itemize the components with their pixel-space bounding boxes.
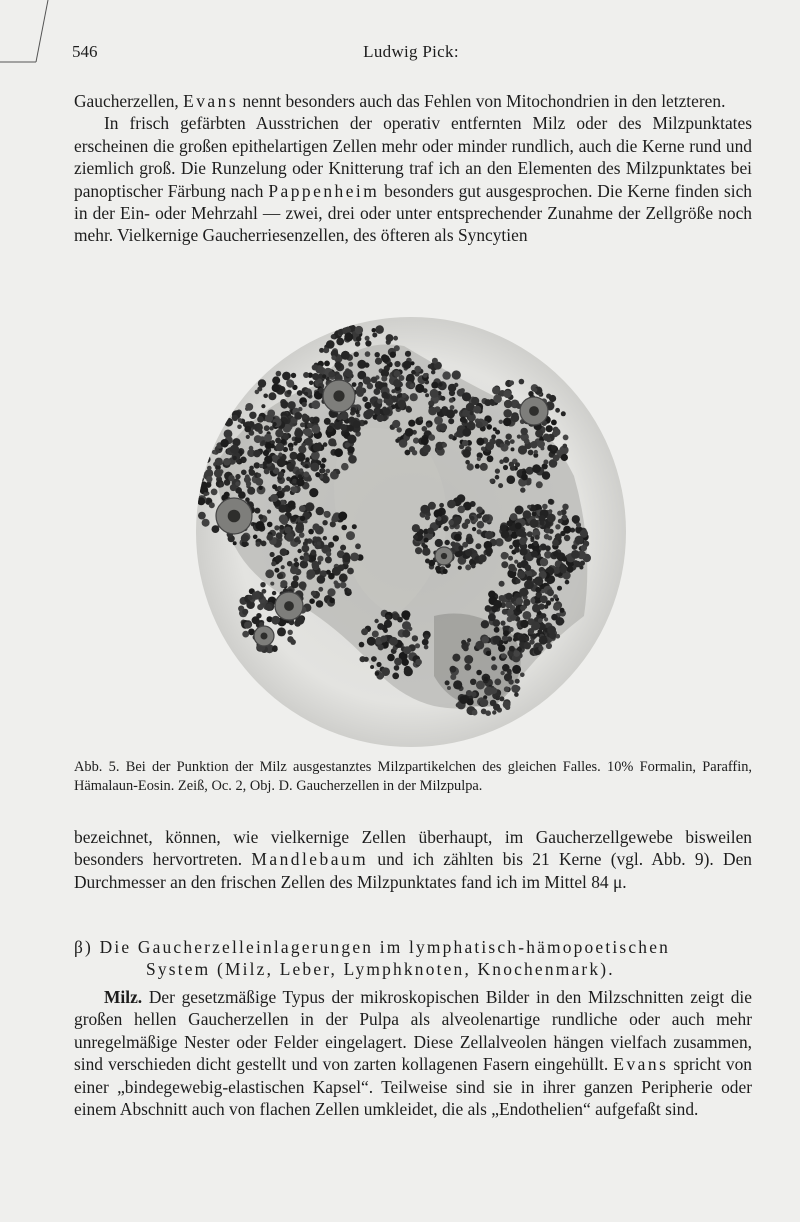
running-head: Ludwig Pick: (363, 42, 459, 61)
paragraph: bezeichnet, können, wie vielkernige Zellen überhaupt, im Gaucherzellgewebe bisweilen besonders hervortreten. Mandlebaum und ich zählten bis 21 Kerne (vgl. Abb. 9). Den Durchmesser an den frischen Zellen des Milzpunktates fand ich im Mittel 84 μ. (74, 827, 752, 892)
author-name: Mandlebaum (251, 849, 369, 870)
page-number: 546 (72, 42, 98, 61)
section-heading-line1: β) Die Gaucherzelleinlagerungen im lymphatisch-hämopoetischen (74, 937, 671, 957)
bottom-text-block (74, 986, 752, 1120)
top-text-block (74, 90, 752, 247)
author-name: Evans (183, 91, 239, 111)
paragraph: Gaucherzellen, Evans nennt besonders auch das Fehlen von Mitochondrien in den letzteren. (74, 91, 726, 111)
micrograph-figure (194, 316, 628, 748)
page-header (72, 42, 750, 66)
author-name: Evans (613, 1054, 669, 1075)
subsection-lead: Milz. (104, 987, 143, 1007)
figure-caption: Abb. 5. Bei der Punktion der Milz ausgestanztes Milzpartikelchen des gleichen Falles. 10% Formalin, Paraffin, Hämalaun-Eosin. Zeiß, Oc. 2, Obj. D. Gaucherzellen in der Milzpulpa. (74, 759, 752, 794)
paragraph: In frisch gefärbten Ausstrichen der operativ entfernten Milz oder des Milzpunktates erscheinen die großen epithelartigen Zellen mehr oder minder rundlich, auch die Kerne rund und ziemlich groß. Die Runzelung oder Knitterung traf ich an den Elementen des Milzpunktates bei panoptischer Färbung nach Pappenheim besonders gut ausgesprochen. Die Kerne finden sich in der Ein- oder Mehrzahl — zwei, drei oder unter entsprechender Zunahme der Zellgröße noch mehr. Vielkernige Gaucherriesenzellen, des öfteren als Syncytien (74, 113, 752, 246)
section-heading-line2: System (Milz, Leber, Lymphknoten, Knochenmark). (146, 959, 615, 980)
section-heading (74, 936, 752, 981)
author-name: Pappenheim (268, 180, 380, 201)
middle-text-block (74, 826, 752, 893)
paragraph: Milz. Der gesetzmäßige Typus der mikroskopischen Bilder in den Milzschnitten zeigt die großen hellen Gaucherzellen in der Pulpa als alveolenartige rundliche oder auch mehr unregelmäßige Nester oder Felder eingelagert. Diese Zellalveolen hängen vielfach zusammen, sind verschieden dicht gestellt und von zarten kollagenen Fasern eingehüllt. Evans spricht von einer „bindegewebig-elastischen Kapsel“. Teilweise sind sie in ihrer ganzen Peripherie oder einem Abschnitt auch von flachen Zellen umkleidet, die als „Endothelien“ aufgefaßt sind. (74, 987, 752, 1120)
scan-edge-mark (0, 0, 60, 70)
